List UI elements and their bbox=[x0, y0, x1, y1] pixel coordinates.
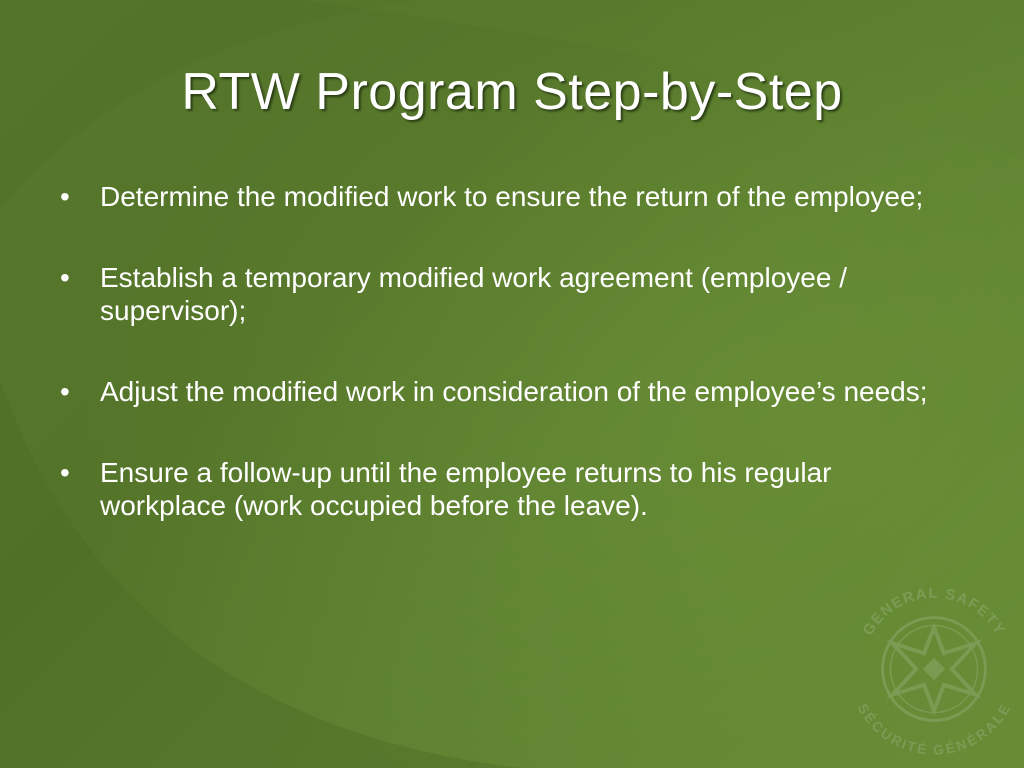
list-item bbox=[58, 375, 958, 408]
bullet-text: Adjust the modified work in consideration of the employee’s needs; bbox=[100, 376, 928, 407]
general-safety-logo bbox=[845, 580, 1023, 758]
slide-title: RTW Program Step-by-Step bbox=[181, 63, 843, 121]
list-item bbox=[58, 180, 958, 213]
list-item bbox=[58, 456, 958, 522]
logo-bottom-text: SÉCURITÉ GÉNÉRALE bbox=[854, 700, 1014, 758]
bullet-text: Ensure a follow-up until the employee returns to his regular workplace (work occupied before the leave). bbox=[100, 457, 832, 521]
bullet-marker: • bbox=[60, 262, 70, 293]
bullet-marker: • bbox=[60, 181, 70, 212]
bullet-text: Establish a temporary modified work agreement (employee / supervisor); bbox=[100, 262, 848, 326]
bullet-marker: • bbox=[60, 376, 70, 407]
list-item bbox=[58, 261, 958, 327]
bullet-text: Determine the modified work to ensure the return of the employee; bbox=[100, 181, 924, 212]
bullet-list bbox=[58, 180, 958, 570]
logo-top-text: GENERAL SAFETY bbox=[860, 585, 1008, 639]
bullet-marker: • bbox=[60, 457, 70, 488]
cross-star-emblem-icon bbox=[892, 627, 975, 710]
